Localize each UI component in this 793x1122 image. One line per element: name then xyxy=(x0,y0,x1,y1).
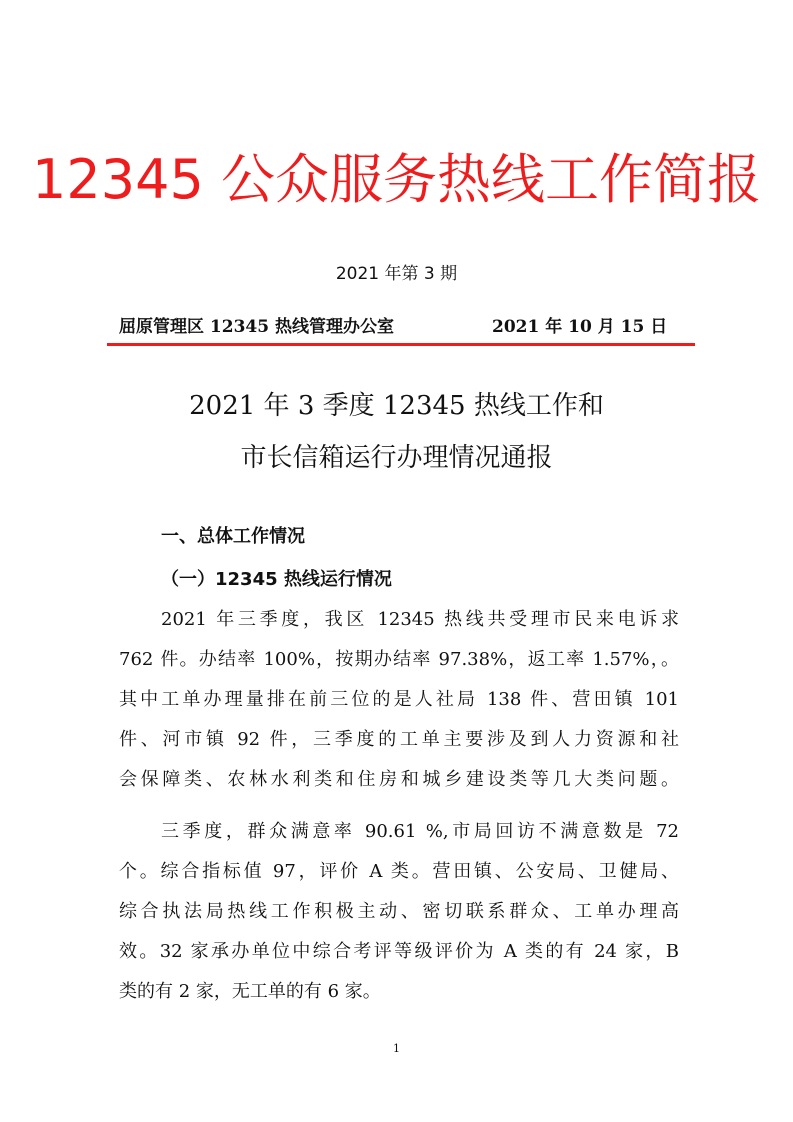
issuing-office: 屈原管理区 12345 热线管理办公室 xyxy=(119,317,394,337)
paragraph-line: 2021 年三季度，我区 12345 热线共受理市民来电诉求 xyxy=(161,609,679,630)
paragraph-line: 其中工单办理量排在前三位的是人社局 138 件、营田镇 101 xyxy=(119,689,679,710)
paragraph-line: 综合执法局热线工作积极主动、密切联系群众、工单办理高 xyxy=(119,901,679,922)
paragraph-line: 类的有 2 家，无工单的有 6 家。 xyxy=(119,981,381,1002)
page-number: 1 xyxy=(393,1042,400,1055)
paragraph-line: 件、河市镇 92 件，三季度的工单主要涉及到人力资源和社 xyxy=(119,729,679,750)
section-heading: 一、总体工作情况 xyxy=(161,526,305,547)
document-title-line-1: 2021 年 3 季度 12345 热线工作和 xyxy=(189,391,604,421)
issue-date: 2021 年 10 月 15 日 xyxy=(492,317,668,337)
newsletter-banner-title: 12345 公众服务热线工作简报 xyxy=(32,148,761,211)
masthead xyxy=(119,314,679,340)
red-divider xyxy=(107,343,695,346)
paragraph-line: 效。32 家承办单位中综合考评等级评价为 A 类的有 24 家，B xyxy=(119,941,679,962)
document-title-line-2: 市长信箱运行办理情况通报 xyxy=(240,443,553,473)
paragraph-line: 会保障类、农林水利类和住房和城乡建设类等几大类问题。 xyxy=(119,769,679,790)
subsection-heading: （一）12345 热线运行情况 xyxy=(161,569,392,590)
paragraph-line: 762 件。办结率 100%，按期办结率 97.38%，返工率 1.57%，。 xyxy=(119,649,679,670)
paragraph-line: 个。综合指标值 97，评价 A 类。营田镇、公安局、卫健局、 xyxy=(119,861,679,882)
issue-number: 2021 年第 3 期 xyxy=(335,264,458,284)
paragraph-line: 三季度，群众满意率 90.61 %,市局回访不满意数是 72 xyxy=(161,821,679,842)
